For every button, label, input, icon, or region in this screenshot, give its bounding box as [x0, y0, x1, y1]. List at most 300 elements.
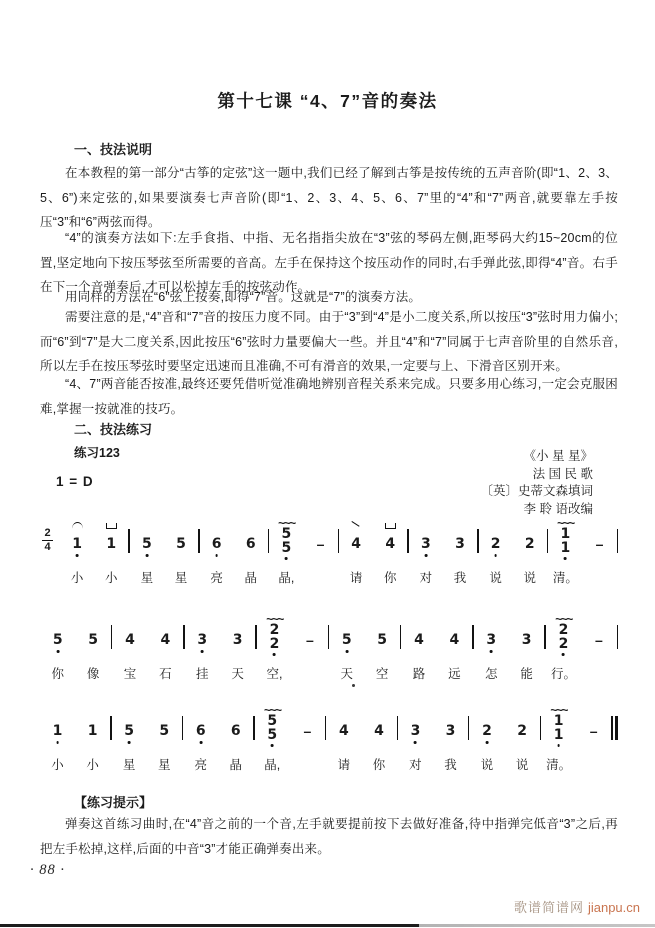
note-digit: 4	[414, 632, 424, 648]
low-octave-dot	[414, 741, 417, 744]
note-digit: 4	[338, 723, 349, 739]
slash-fingering-icon	[351, 520, 361, 529]
lyric-syllable: 宝	[123, 667, 137, 681]
score-measure	[546, 612, 617, 684]
ornament-slot	[130, 516, 164, 529]
score-measure	[257, 612, 328, 684]
note-slot	[479, 529, 513, 563]
lyric-syllable: 你	[372, 758, 386, 772]
score-measure	[40, 612, 111, 684]
chord-bottom-digit: 5	[281, 540, 292, 556]
note-cell	[513, 516, 547, 588]
note-slot	[148, 625, 183, 659]
note-digit: 5	[341, 632, 352, 648]
bottom-scan-edge-line	[0, 924, 655, 927]
time-signature-bottom: 4	[44, 541, 51, 553]
chord-bottom-digit: 2	[558, 636, 569, 652]
lyric-syllable: 石	[159, 667, 172, 681]
ornament-slot	[75, 703, 110, 716]
low-octave-dot	[494, 554, 497, 557]
note-slot	[112, 625, 147, 659]
note-digit: 2	[490, 536, 501, 552]
note-cell	[505, 703, 540, 775]
lyric-syllable: 请	[349, 571, 363, 585]
note-slot	[269, 526, 303, 563]
lyric-syllable: 行。	[550, 667, 576, 681]
note-cell	[269, 516, 303, 588]
ornament-slot	[505, 703, 540, 716]
note-slot	[582, 529, 616, 563]
note-cell	[94, 516, 128, 588]
paragraph-5: “4、7”两音能否按准,最终还要凭借听觉准确地辨别音程关系来完成。只要多用心练习,一定会克服困难,掌握一按就准的技巧。	[40, 377, 618, 416]
note-cell	[409, 516, 443, 588]
ornament-slot	[290, 703, 325, 716]
note-digit: 4	[449, 632, 460, 648]
note-digit: 6	[245, 536, 256, 552]
score-line-2	[40, 612, 618, 684]
lyric-syllable: 空	[375, 667, 389, 681]
lyric-syllable: 说	[515, 758, 529, 772]
lyric-syllable: 怎	[484, 667, 498, 681]
low-octave-dot	[271, 744, 274, 747]
low-octave-dot	[490, 650, 493, 653]
score-line-3	[40, 703, 618, 775]
final-barline-thin	[611, 716, 612, 740]
paragraph-4: 需要注意的是,“4”音和“7”音的按压力度不同。由于“3”到“4”是小二度关系,所以按压“3”弦时用力偏小;而“6”到“7”是大二度关系,因此按压“6”弦时力量要偏大一些。并且“4”和“7”同属于七声音阶里的自然乐音,所以左手在按压琴弦时要坚定迅速而且准确,不可有滑音的效果,一定要与上、下滑音区别开来。	[40, 310, 618, 374]
note-cell	[60, 516, 94, 588]
duration-dash: –	[316, 536, 325, 552]
score-measure	[469, 703, 539, 775]
ornament-slot	[469, 703, 504, 716]
note-slot	[60, 529, 94, 563]
note-slot	[581, 625, 616, 659]
ornament-slot	[364, 612, 399, 625]
note-slot	[433, 716, 468, 750]
note-slot	[303, 529, 337, 563]
note-cell	[75, 703, 110, 775]
note-digit: 4	[125, 632, 135, 648]
ornament-slot	[509, 612, 544, 625]
low-octave-dot	[486, 741, 489, 744]
chord-bottom-digit: 5	[267, 727, 278, 743]
note-cell	[148, 612, 183, 684]
note-slot	[75, 716, 110, 750]
time-signature-top: 2	[44, 527, 51, 539]
score-measure	[40, 703, 110, 775]
note-cell	[130, 516, 164, 588]
note-digit: 3	[197, 632, 208, 648]
score-measure	[398, 703, 468, 775]
note-slot	[147, 716, 182, 750]
chord-top-digit: 5	[281, 526, 292, 542]
lyric-syllable: 星	[157, 758, 171, 772]
score-measure	[339, 516, 407, 588]
note-digit: 3	[232, 632, 243, 648]
lyric-syllable: 我	[444, 758, 457, 772]
note-digit: 5	[124, 723, 134, 739]
note-digit: 5	[176, 536, 186, 552]
note-slot	[218, 716, 253, 750]
note-digit: 1	[72, 536, 82, 552]
note-digit: 3	[420, 536, 431, 552]
score-measure	[60, 516, 128, 588]
score-measure	[401, 612, 472, 684]
duration-dash: –	[303, 723, 312, 739]
note-cell	[220, 612, 255, 684]
low-octave-dot	[345, 650, 348, 653]
ornament-slot	[40, 703, 75, 716]
note-digit: 2	[524, 536, 535, 552]
duration-dash: –	[306, 632, 314, 648]
practice-tip-text: 弹奏这首练习曲时,在“4”音之前的一个音,左手就要提前按下去做好准备,待中指弹完低音“3”之后,再把左手松掉,这样,后面的中音“3”才能正确弹奏出来。	[40, 817, 618, 856]
ornament-slot	[164, 516, 198, 529]
score-measure	[112, 703, 182, 775]
lyric-syllable: 对	[409, 758, 422, 772]
note-digit: 3	[410, 723, 421, 739]
note-cell	[361, 703, 396, 775]
lyric-syllable: 星	[174, 571, 188, 585]
note-slot	[509, 625, 544, 659]
note-digit: 6	[195, 723, 206, 739]
note-slot	[200, 529, 234, 563]
note-slot	[361, 716, 396, 750]
ornament-slot	[292, 612, 327, 625]
note-cell	[339, 516, 373, 588]
chord-bottom-digit: 1	[560, 540, 571, 556]
note-cell	[401, 612, 436, 684]
chord-top-digit: 2	[269, 622, 280, 638]
note-cell	[185, 612, 220, 684]
ornament-slot	[112, 612, 147, 625]
note-slot	[474, 625, 509, 659]
lyric-syllable: 小	[70, 571, 84, 585]
note-cell	[303, 516, 337, 588]
ornament-slot	[112, 703, 147, 716]
note-slot	[183, 716, 218, 750]
note-cell	[40, 703, 75, 775]
note-slot	[364, 625, 399, 659]
page-number: · 88 ·	[30, 862, 65, 878]
ornament-slot	[234, 516, 268, 529]
watermark-site-url: jianpu.cn	[587, 900, 640, 915]
note-cell	[290, 703, 325, 775]
score-measure	[183, 703, 253, 775]
note-digit: 5	[159, 723, 170, 739]
note-cell	[433, 703, 468, 775]
lyric-syllable: 说	[489, 571, 502, 585]
song-credits	[480, 448, 593, 518]
lyric-syllable: 晶	[244, 571, 258, 585]
lyric-syllable: 你	[51, 667, 64, 681]
score-measure	[479, 516, 547, 588]
ornament-slot	[148, 612, 183, 625]
note-slot	[220, 625, 255, 659]
lyric-syllable: 天	[231, 667, 244, 681]
final-barline-thick	[615, 716, 618, 740]
note-slot	[409, 529, 443, 563]
low-octave-dot	[424, 554, 427, 557]
ornament-slot	[339, 516, 373, 529]
score-measure	[269, 516, 337, 588]
note-slot	[112, 716, 147, 750]
note-cell	[200, 516, 234, 588]
ornament-slot	[361, 703, 396, 716]
note-digit: 2	[482, 723, 492, 739]
lyric-syllable: 对	[419, 571, 433, 585]
note-slot	[164, 529, 198, 563]
note-cell	[218, 703, 253, 775]
note-cell	[40, 612, 75, 684]
note-slot	[292, 625, 327, 659]
ornament-slot	[326, 703, 361, 716]
lyric-syllable: 晶	[229, 758, 243, 772]
ornament-slot	[433, 703, 468, 716]
ornament-slot	[329, 612, 364, 625]
watermark-site-name: 歌谱简谱网	[513, 900, 584, 915]
low-octave-dot	[199, 741, 202, 744]
print-artifact-dot	[352, 684, 355, 687]
song-arranger: 李 聆 语改编	[523, 501, 593, 516]
note-digit: 5	[141, 536, 152, 552]
watermark	[514, 897, 640, 916]
note-slot	[290, 716, 325, 750]
lyric-syllable: 空,	[266, 667, 283, 681]
note-slot	[513, 529, 547, 563]
note-digit: 6	[211, 536, 222, 552]
low-octave-dot	[273, 653, 276, 656]
low-octave-dot	[564, 557, 567, 560]
note-cell	[509, 612, 544, 684]
note-cell	[234, 516, 268, 588]
barline	[617, 529, 618, 553]
note-cell	[437, 612, 472, 684]
lyric-syllable: 说	[523, 571, 537, 585]
ornament-slot	[401, 612, 436, 625]
lyric-syllable: 路	[412, 667, 426, 681]
lyric-syllable: 小	[86, 758, 99, 772]
note-slot	[339, 529, 373, 563]
low-octave-dot	[562, 653, 565, 656]
chord-top-digit: 5	[267, 713, 278, 729]
ornament-slot	[582, 516, 616, 529]
ornament-slot	[409, 516, 443, 529]
ornament-slot	[303, 516, 337, 529]
score-measure	[474, 612, 545, 684]
arc-fingering-icon	[72, 522, 83, 529]
low-octave-dot	[128, 741, 131, 744]
lyric-syllable: 小	[105, 571, 118, 585]
note-cell	[541, 703, 576, 775]
note-cell	[576, 703, 611, 775]
note-slot	[326, 716, 361, 750]
lyric-syllable: 你	[384, 571, 397, 585]
ornament-slot	[220, 612, 255, 625]
lyric-syllable: 亮	[194, 758, 207, 772]
note-digit: 1	[87, 723, 98, 739]
note-cell	[164, 516, 198, 588]
chord-top-digit: 2	[558, 622, 569, 638]
note-cell	[474, 612, 509, 684]
score-line-1	[40, 516, 618, 588]
score-measure	[130, 516, 198, 588]
note-digit: 4	[351, 536, 361, 552]
ornament-slot	[200, 516, 234, 529]
lyric-syllable: 说	[480, 758, 494, 772]
note-cell	[548, 516, 582, 588]
ornament-slot	[437, 612, 472, 625]
ornament-slot	[183, 703, 218, 716]
note-cell	[479, 516, 513, 588]
note-slot	[257, 622, 292, 659]
lyric-syllable: 我	[453, 571, 467, 585]
lyric-syllable: 请	[337, 758, 351, 772]
score-measure	[548, 516, 616, 588]
ornament-slot	[474, 612, 509, 625]
note-cell	[326, 703, 361, 775]
note-slot	[373, 529, 407, 563]
song-lyricist: 〔英〕史蒂文森填词	[480, 484, 593, 499]
ornament-slot	[576, 703, 611, 716]
note-slot	[75, 625, 110, 659]
note-cell	[147, 703, 182, 775]
lyric-syllable: 天	[340, 667, 353, 681]
section-1-heading: 一、技法说明	[74, 142, 153, 157]
low-octave-dot	[56, 650, 59, 653]
section-2-heading: 二、技法练习	[74, 422, 153, 437]
low-octave-dot	[215, 554, 218, 557]
note-digit: 4	[374, 723, 384, 739]
note-digit: 6	[230, 723, 241, 739]
lyric-syllable: 清。	[546, 758, 572, 772]
ornament-slot	[40, 612, 75, 625]
ornament-slot	[60, 516, 94, 529]
low-octave-dot	[56, 741, 59, 744]
note-digit: 5	[88, 632, 99, 648]
duration-dash: –	[595, 632, 603, 648]
lyric-syllable: 亮	[210, 571, 223, 585]
note-cell	[373, 516, 407, 588]
note-slot	[40, 716, 75, 750]
duration-dash: –	[595, 536, 604, 552]
note-slot	[130, 529, 164, 563]
note-cell	[257, 612, 292, 684]
lyric-syllable: 星	[122, 758, 136, 772]
note-slot	[255, 713, 290, 750]
lyric-syllable: 远	[448, 667, 461, 681]
note-cell	[581, 612, 616, 684]
score-measure	[112, 612, 183, 684]
note-slot	[185, 625, 220, 659]
note-digit: 4	[160, 632, 171, 648]
lyric-syllable: 星	[140, 571, 154, 585]
exercise-number-label: 练习123	[74, 446, 120, 460]
ornament-slot	[373, 516, 407, 529]
note-digit: 2	[517, 723, 527, 739]
lyric-syllable: 小	[51, 758, 64, 772]
note-slot	[329, 625, 364, 659]
note-cell	[112, 703, 147, 775]
ornament-slot	[513, 516, 547, 529]
ornament-slot	[185, 612, 220, 625]
low-octave-dot	[557, 744, 560, 747]
note-cell	[443, 516, 477, 588]
note-cell	[582, 516, 616, 588]
ornament-slot	[94, 516, 128, 529]
note-cell	[292, 612, 327, 684]
note-slot	[541, 713, 576, 750]
chord-top-digit: 1	[560, 526, 571, 542]
barline	[617, 625, 618, 649]
note-slot	[401, 625, 436, 659]
lyric-syllable: 挂	[195, 667, 209, 681]
score-measure	[200, 516, 268, 588]
ornament-slot	[147, 703, 182, 716]
lyric-syllable: 像	[86, 667, 100, 681]
chord-bottom-digit: 1	[553, 727, 564, 743]
score-measure	[329, 612, 400, 684]
lyric-syllable: 清。	[552, 571, 578, 585]
low-octave-dot	[76, 554, 79, 557]
note-digit: 1	[52, 723, 63, 739]
score-measure	[409, 516, 477, 588]
note-slot	[94, 529, 128, 563]
note-slot	[234, 529, 268, 563]
note-digit: 1	[106, 536, 117, 552]
note-slot	[546, 622, 581, 659]
chord-top-digit: 1	[553, 713, 564, 729]
note-digit: 4	[385, 536, 396, 552]
key-signature: 1 = D	[56, 474, 94, 489]
song-title: 《小 星 星》	[523, 449, 593, 463]
note-cell	[546, 612, 581, 684]
score-measure	[255, 703, 325, 775]
ornament-slot	[218, 703, 253, 716]
final-barline	[611, 716, 618, 740]
note-digit: 3	[521, 632, 532, 648]
duration-dash: –	[589, 723, 598, 739]
time-signature	[40, 528, 55, 553]
note-slot	[548, 526, 582, 563]
ornament-slot	[581, 612, 616, 625]
paragraph-1: 在本教程的第一部分“古筝的定弦”这一题中,我们已经了解到古筝是按传统的五声音阶(即“1、2、3、5、6”)来定弦的,如果要演奏七声音阶(即“1、2、3、4、5、6、7”里的“4”和“7”两音,就要靠左手按压“3”和“6”两弦而得。	[40, 166, 618, 230]
score-measure	[185, 612, 256, 684]
lyric-syllable: 晶,	[278, 571, 295, 585]
paragraph-2: “4”的演奏方法如下:左手食指、中指、无名指指尖放在“3”弦的琴码左侧,距琴码大约15~20cm的位置,坚定地向下按压琴弦至所需要的音高。左手在保持这个按压动作的同时,右手弹此弦,即得“4”音。右手在下一个音弹奏后,才可以松掉左手的按弦动作。	[40, 231, 618, 295]
chord-bottom-digit: 2	[269, 636, 280, 652]
note-digit: 3	[445, 723, 456, 739]
note-slot	[443, 529, 477, 563]
lyric-syllable: 晶,	[264, 758, 281, 772]
paragraph-3: 用同样的方法在“6”弦上按奏,即得“7”音。这就是“7”的演奏方法。	[65, 290, 422, 304]
low-octave-dot	[145, 554, 148, 557]
note-digit: 5	[52, 632, 63, 648]
note-slot	[576, 716, 611, 750]
ornament-slot	[443, 516, 477, 529]
note-cell	[75, 612, 110, 684]
lesson-title: 第十七课 “4、7”音的奏法	[217, 91, 438, 111]
ornament-slot	[75, 612, 110, 625]
ornament-slot	[398, 703, 433, 716]
note-cell	[469, 703, 504, 775]
lyric-syllable: 能	[520, 667, 533, 681]
note-cell	[398, 703, 433, 775]
note-cell	[255, 703, 290, 775]
score-measure	[541, 703, 611, 775]
note-slot	[40, 625, 75, 659]
note-digit: 3	[486, 632, 497, 648]
note-digit: 3	[455, 536, 465, 552]
score-measure	[326, 703, 396, 775]
